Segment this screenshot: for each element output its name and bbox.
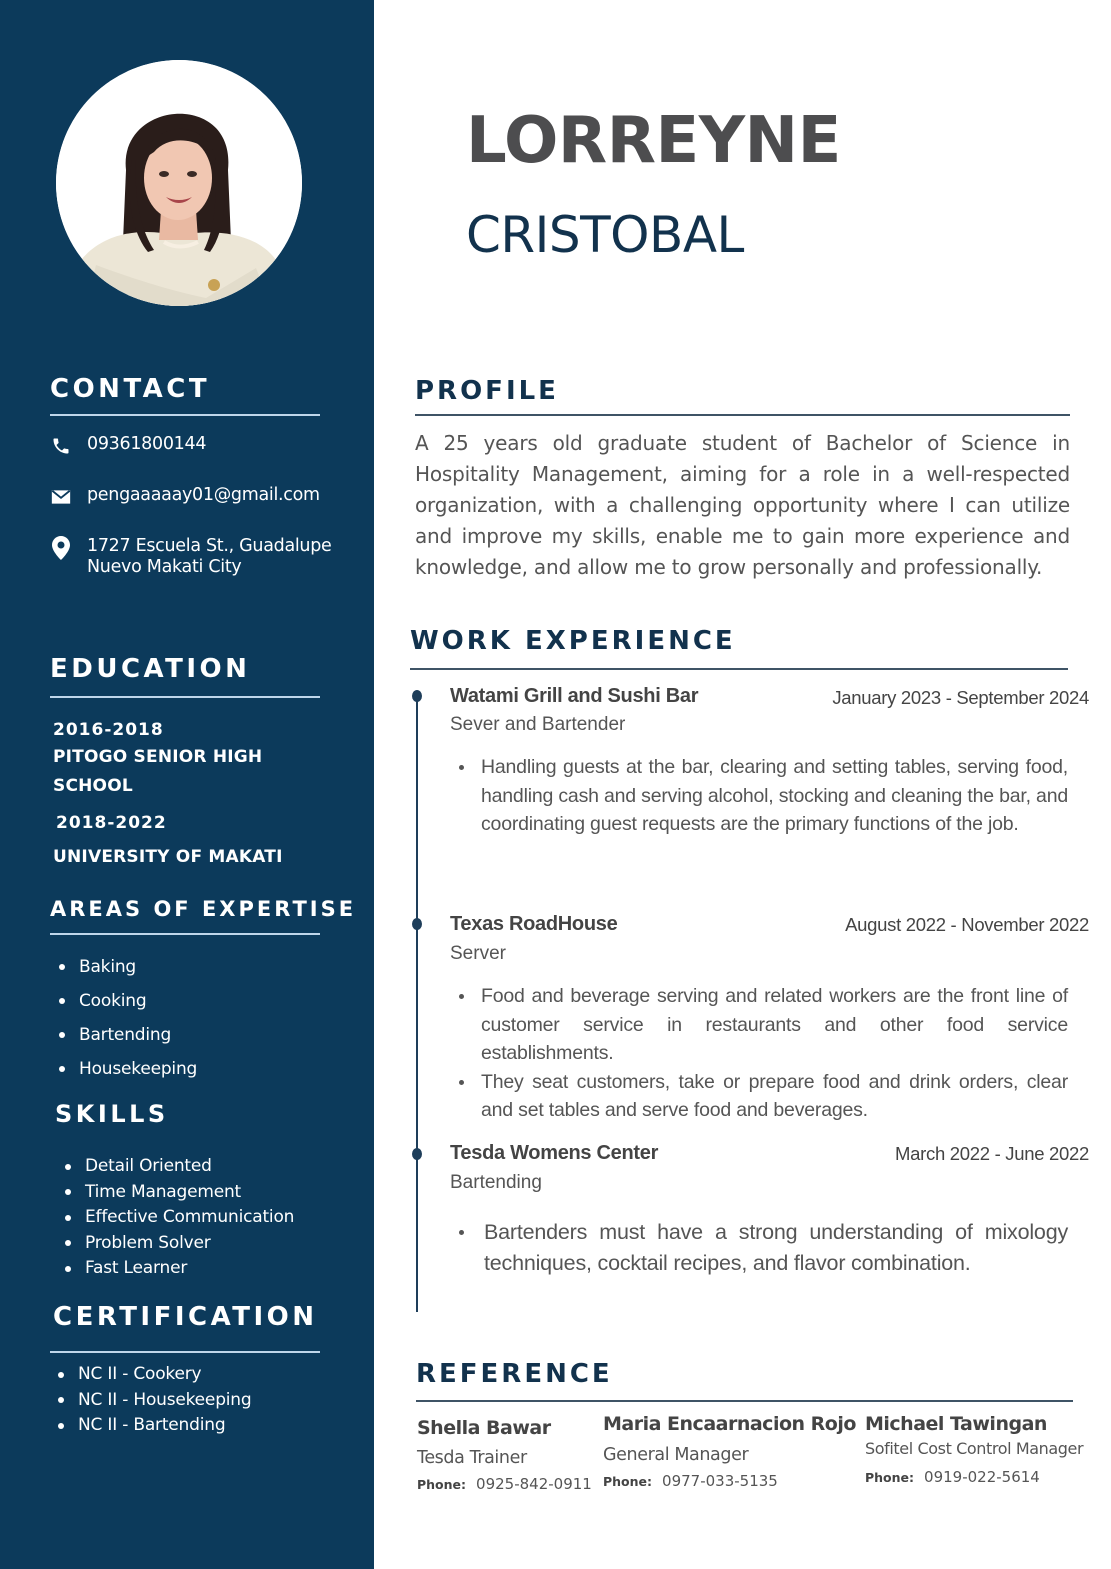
timeline-line (416, 692, 418, 1312)
job-bullets (456, 1217, 1068, 1279)
profile-text: A 25 years old graduate student of Bachelor of Science in Hospitality Management, aiming for a role in a well-respected organization, with a challenging opportunity where I can utilize and improve my skills, enable me to gain more experience and knowledge, and allow me to grow personally and professionally. (415, 431, 1070, 579)
expertise-item: Cooking (56, 984, 197, 1018)
certification-item: NC II - Cookery (55, 1362, 251, 1388)
expertise-item: Bartending (56, 1018, 197, 1052)
education-divider (50, 696, 320, 698)
contact-email (50, 485, 320, 508)
reference-name: Shella Bawar (417, 1417, 551, 1439)
contact-heading: CONTACT (50, 374, 211, 404)
certification-divider (50, 1351, 320, 1353)
phone-icon (50, 435, 72, 457)
reference-card (417, 1417, 592, 1493)
job-bullet: Food and beverage serving and related workers are the front line of customer service in restaurants and other food service establishments. (456, 982, 1068, 1068)
job-role: Server (450, 943, 506, 964)
sidebar (0, 0, 374, 1569)
contact-phone (50, 434, 206, 457)
profile-heading: PROFILE (415, 376, 559, 406)
job-dates: March 2022 - June 2022 (895, 1143, 1089, 1164)
skill-item: Effective Communication (62, 1205, 294, 1231)
reference-title: Sofitel Cost Control Manager (865, 1439, 1084, 1458)
job-role: Bartending (450, 1172, 542, 1193)
education-school-1-line-2: SCHOOL (53, 776, 133, 796)
skills-list (62, 1154, 294, 1282)
job-bullet: They seat customers, take or prepare food and drink orders, clear and set tables and serve food and beverages. (456, 1068, 1068, 1125)
job-dates: January 2023 - September 2024 (832, 687, 1089, 708)
reference-title: General Manager (603, 1445, 749, 1465)
reference-phone (865, 1468, 1083, 1486)
contact-address (50, 536, 332, 578)
contact-address-text (87, 536, 332, 578)
education-school-1-line-1: PITOGO SENIOR HIGH (53, 747, 263, 767)
address-line-1: 1727 Escuela St., Guadalupe (87, 536, 332, 556)
location-pin-icon (50, 537, 72, 559)
mail-icon (50, 486, 72, 508)
profile-photo (56, 60, 302, 306)
timeline-dot (412, 690, 422, 702)
reference-title: Tesda Trainer (417, 1448, 527, 1468)
certification-list (55, 1362, 251, 1439)
contact-email-text[interactable]: pengaaaaay01@gmail.com (87, 485, 320, 505)
profile-divider (415, 414, 1070, 416)
job-role: Sever and Bartender (450, 714, 626, 735)
skill-item: Time Management (62, 1180, 294, 1206)
job-bullet: Bartenders must have a strong understanding of mixology techniques, cocktail recipes, and flavor combination. (456, 1217, 1068, 1279)
expertise-item: Housekeeping (56, 1052, 197, 1086)
expertise-list (56, 950, 197, 1086)
phone-label: Phone: (865, 1470, 915, 1485)
reference-phone-number: 0977-033-5135 (662, 1472, 778, 1490)
timeline-dot (412, 918, 422, 930)
job-company: Watami Grill and Sushi Bar (450, 685, 699, 707)
work-experience-divider (410, 668, 1068, 670)
contact-phone-text: 09361800144 (87, 434, 207, 454)
job-dates: August 2022 - November 2022 (845, 914, 1089, 935)
address-line-2: Nuevo Makati City (87, 557, 242, 577)
expertise-item: Baking (56, 950, 197, 984)
job-company: Texas RoadHouse (450, 913, 618, 935)
skill-item: Fast Learner (62, 1256, 294, 1282)
reference-name: Maria Encaarnacion Rojo (603, 1413, 856, 1435)
skills-heading: SKILLS (55, 1100, 169, 1128)
certification-item: NC II - Bartending (55, 1413, 251, 1439)
skill-item: Detail Oriented (62, 1154, 294, 1180)
education-years-1: 2016-2018 (53, 720, 164, 740)
expertise-divider (50, 933, 320, 935)
reference-phone (417, 1475, 592, 1493)
job-company: Tesda Womens Center (450, 1142, 659, 1164)
portrait-image (56, 60, 302, 306)
reference-divider (416, 1400, 1073, 1402)
phone-label: Phone: (417, 1477, 467, 1492)
expertise-heading: AREAS OF EXPERTISE (50, 897, 357, 921)
first-name: LORREYNE (466, 104, 841, 178)
contact-divider (50, 414, 320, 416)
reference-phone-number: 0925-842-0911 (476, 1475, 592, 1493)
education-heading: EDUCATION (50, 654, 251, 684)
reference-phone-number: 0919-022-5614 (924, 1468, 1040, 1486)
job-bullet: Handling guests at the bar, clearing and setting tables, serving food, handling cash and serving alcohol, stocking and cleaning the bar, and coordinating guest requests are the primary functions of the job. (456, 753, 1068, 839)
phone-label: Phone: (603, 1474, 653, 1489)
education-school-2: UNIVERSITY OF MAKATI (53, 847, 283, 867)
reference-name: Michael Tawingan (865, 1413, 1047, 1435)
job-bullets (456, 982, 1068, 1125)
skill-item: Problem Solver (62, 1231, 294, 1257)
timeline-dot (412, 1148, 422, 1160)
education-years-2: 2018-2022 (56, 813, 167, 833)
reference-phone (603, 1472, 856, 1490)
reference-card (603, 1413, 856, 1490)
certification-item: NC II - Housekeeping (55, 1388, 251, 1414)
reference-card (865, 1413, 1083, 1486)
job-bullets (456, 753, 1068, 839)
work-experience-heading: WORK EXPERIENCE (410, 626, 736, 656)
reference-heading: REFERENCE (416, 1359, 613, 1389)
certification-heading: CERTIFICATION (53, 1302, 318, 1332)
last-name: CRISTOBAL (466, 206, 744, 264)
